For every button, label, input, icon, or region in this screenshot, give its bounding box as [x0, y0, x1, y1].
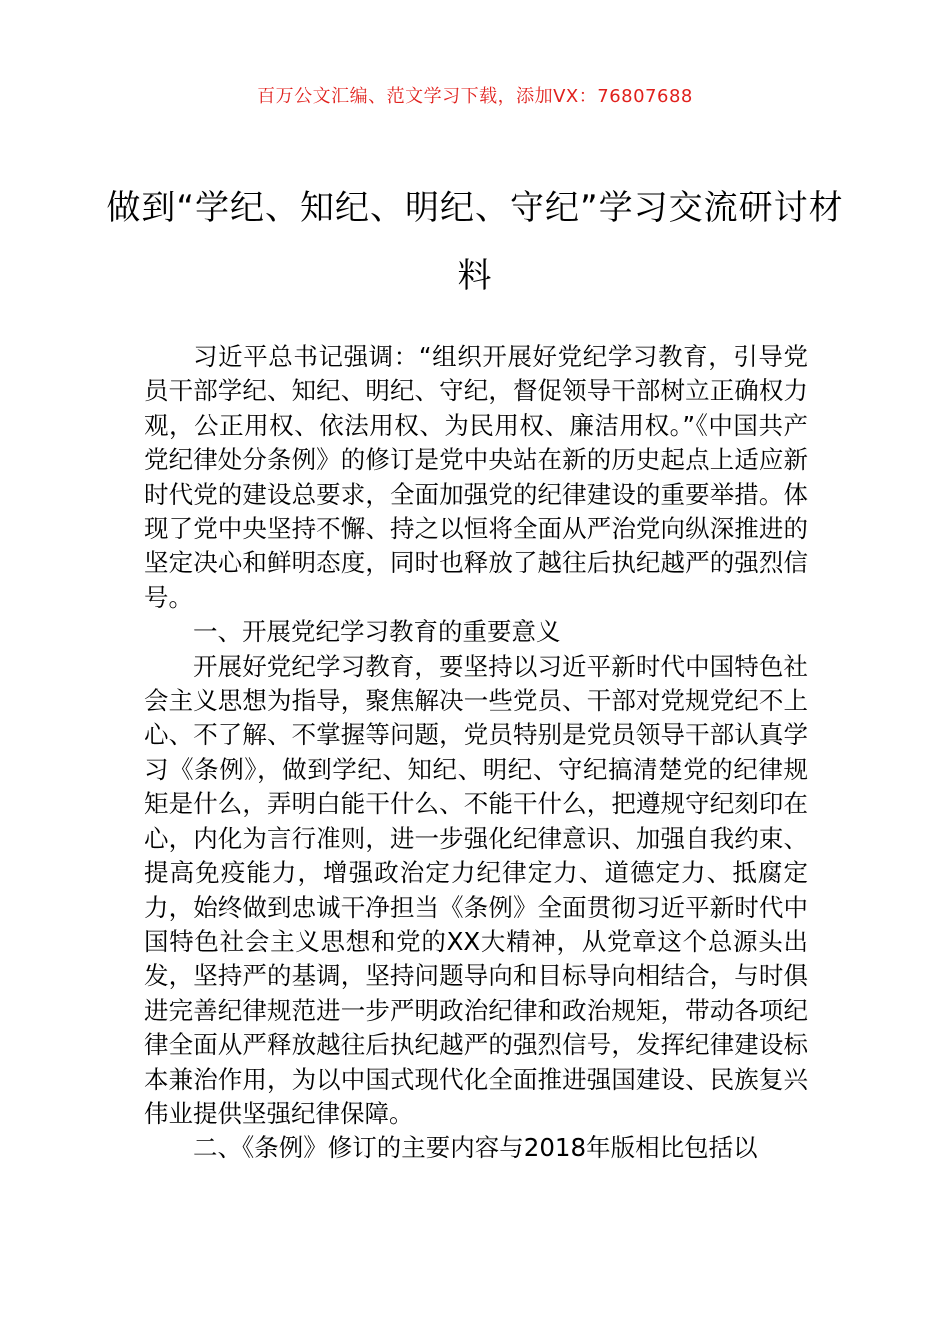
document-title: 做到“学纪、知纪、明纪、守纪”学习交流研讨材料 [106, 188, 844, 296]
section-heading-2: 二、《条例》修订的主要内容与2018年版相比包括以 [193, 1133, 758, 1163]
watermark-text: 百万公文汇编、范文学习下载，添加VX：76807688 [257, 86, 693, 107]
paragraph-intro: 习近平总书记强调：“组织开展好党纪学习教育，引导党员干部学纪、知纪、明纪、守纪，督促领导干部树立正确权力观，公正用权、依法用权、为民用权、廉洁用权。”《中国共产党纪律处分条例》的修订是党中央站在新的历史起点上适应新时代党的建设总要求，全面加强党的纪律建设的重要举措。体现了党中央坚持不懈、持之以恒将全面从严治党向纵深推进的坚定决心和鲜明态度，同时也释放了越往后执纪越严的强烈信号。 [144, 342, 808, 612]
paragraph-section-1: 开展好党纪学习教育，要坚持以习近平新时代中国特色社会主义思想为指导，聚焦解决一些党员、干部对党规党纪不上心、不了解、不掌握等问题，党员特别是党员领导干部认真学习《条例》，做到学纪、知纪、明纪、守纪搞清楚党的纪律规矩是什么，弄明白能干什么、不能干什么，把遵规守纪刻印在心，内化为言行准则，进一步强化纪律意识、加强自我约束、提高免疫能力，增强政治定力纪律定力、道德定力、抵腐定力，始终做到忠诚干净担当《条例》全面贯彻习近平新时代中国特色社会主义思想和党的XX大精神，从党章这个总源头出发，坚持严的基调，坚持问题导向和目标导向相结合，与时俱进完善纪律规范进一步严明政治纪律和政治规矩，带动各项纪律全面从严释放越往后执纪越严的强烈信号，发挥纪律建设标本兼治作用，为以中国式现代化全面推进强国建设、民族复兴伟业提供坚强纪律保障。 [144, 651, 808, 1128]
section-heading-1: 一、开展党纪学习教育的重要意义 [193, 617, 561, 647]
document-body [144, 340, 808, 1166]
